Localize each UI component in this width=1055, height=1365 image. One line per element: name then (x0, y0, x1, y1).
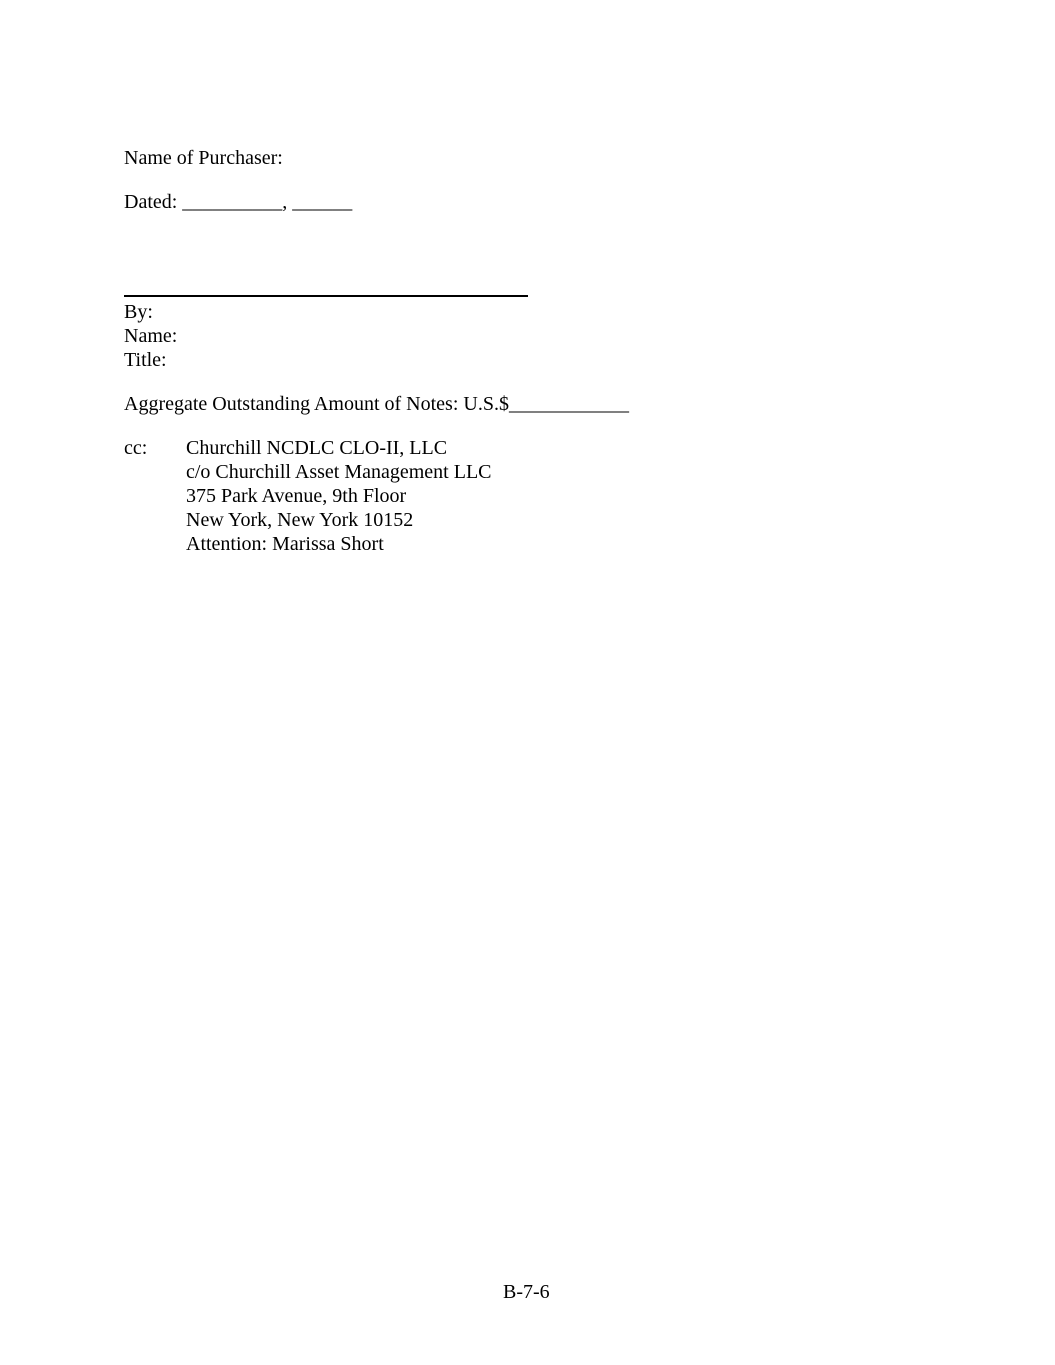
cc-address-block (186, 436, 492, 556)
cc-address-line: 375 Park Avenue, 9th Floor (186, 485, 407, 507)
cc-address-line: Attention: Marissa Short (186, 533, 384, 555)
name-label: Name: (124, 325, 178, 347)
page-number: B-7-6 (503, 1281, 550, 1303)
aggregate-amount-line: Aggregate Outstanding Amount of Notes: U.S.$____________ (124, 393, 629, 415)
cc-address-line: Churchill NCDLC CLO-II, LLC (186, 437, 448, 459)
signature-line (124, 295, 528, 297)
title-label: Title: (124, 349, 167, 371)
purchaser-name-label: Name of Purchaser: (124, 147, 283, 169)
cc-address-line: c/o Churchill Asset Management LLC (186, 461, 492, 483)
cc-address-line: New York, New York 10152 (186, 509, 414, 531)
dated-line: Dated: __________, ______ (124, 191, 353, 213)
by-label: By: (124, 301, 153, 323)
cc-label: cc: (124, 437, 148, 459)
